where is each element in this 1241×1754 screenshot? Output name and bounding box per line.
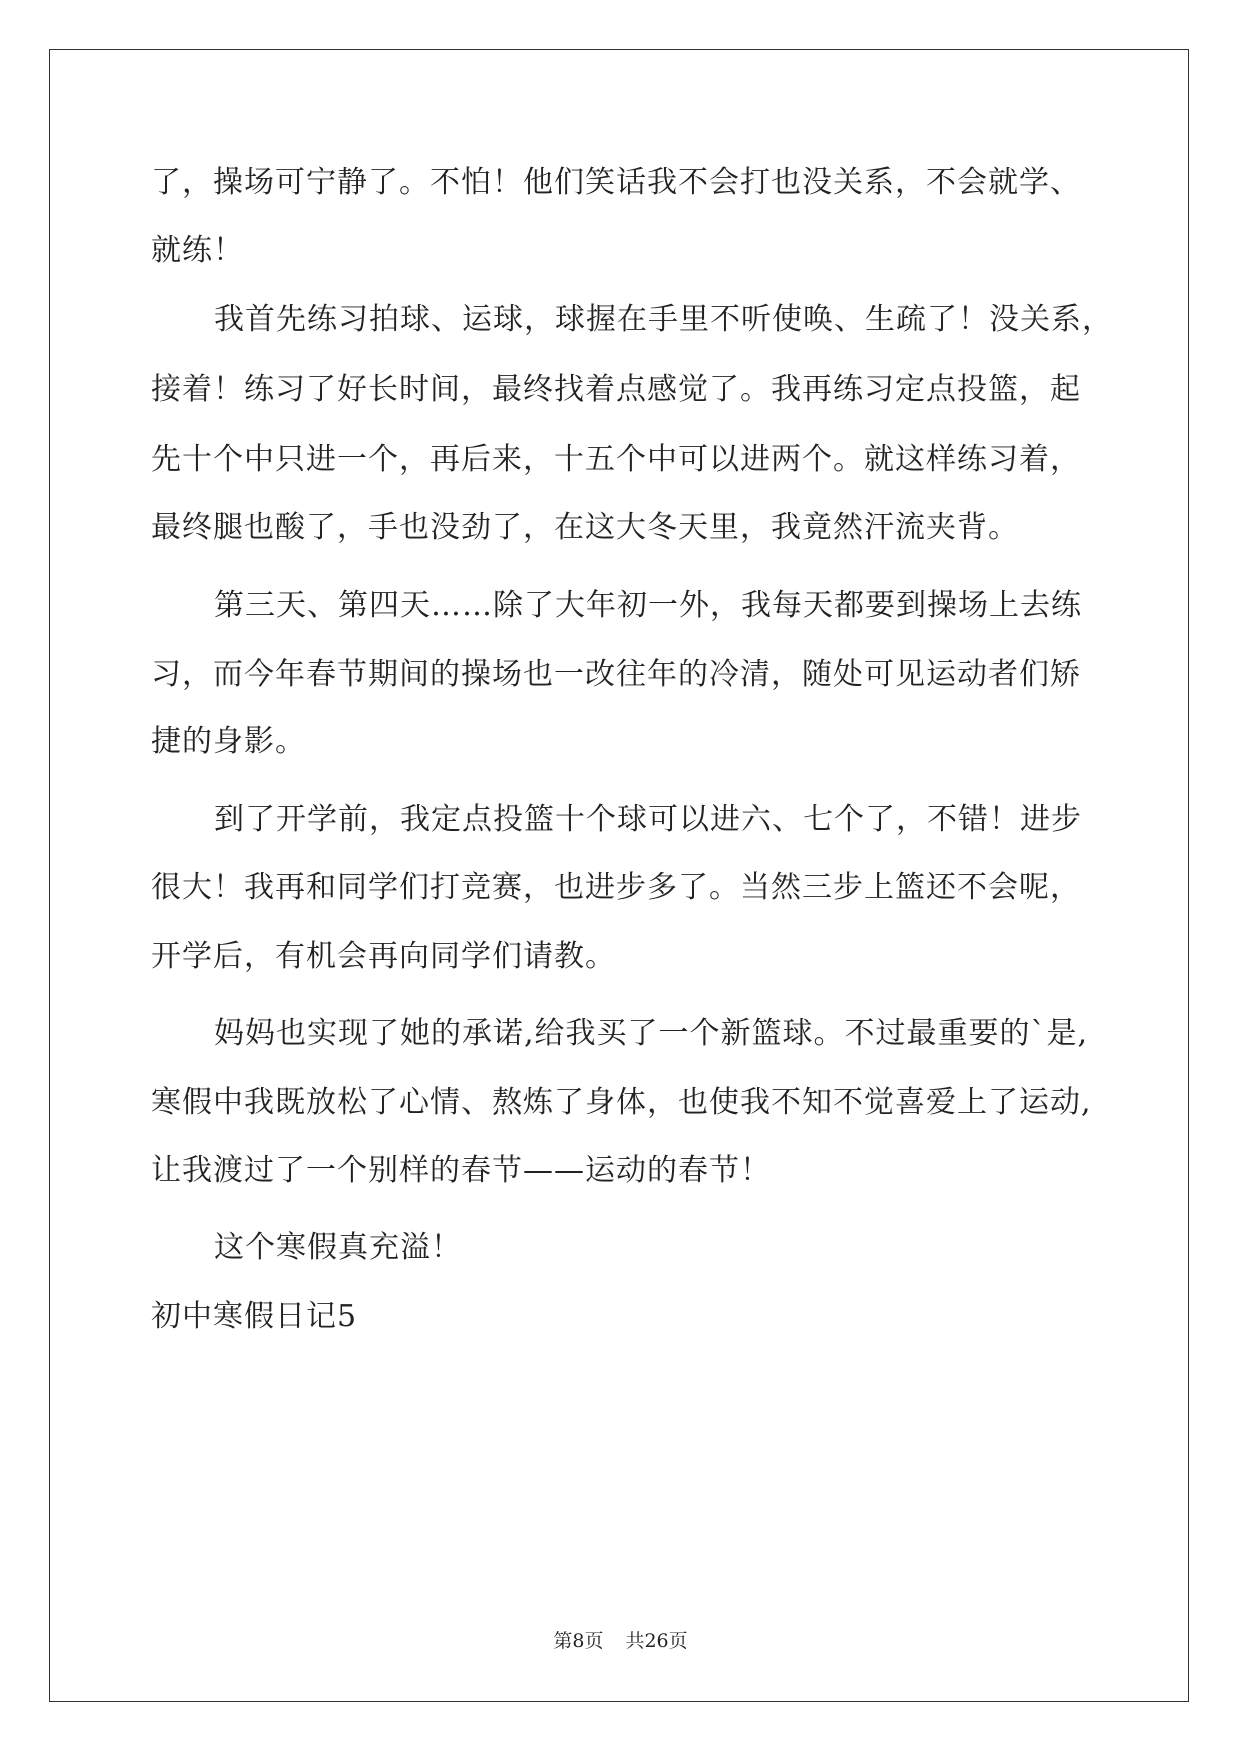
page-number: 第8页	[553, 1630, 604, 1652]
text-line: 妈妈也实现了她的承诺,给我买了一个新篮球。不过最重要的`是,	[214, 1016, 1089, 1051]
text-line: 寒假中我既放松了心情、熬炼了身体，也使我不知不觉喜爱上了运动,	[151, 1085, 1092, 1120]
text-line: 先十个中只进一个，再后来，十五个中可以进两个。就这样练习着，	[151, 442, 1081, 477]
text-line: 了，操场可宁静了。不怕！他们笑话我不会打也没关系，不会就学、	[151, 165, 1081, 200]
text-line: 接着！练习了好长时间，最终找着点感觉了。我再练习定点投篮，起	[151, 372, 1081, 407]
text-line: 很大！我再和同学们打竞赛，也进步多了。当然三步上篮还不会呢，	[151, 870, 1081, 905]
text-line: 这个寒假真充溢！	[214, 1230, 462, 1265]
text-line: 就练！	[151, 233, 244, 268]
text-line: 开学后，有机会再向同学们请教。	[151, 939, 616, 974]
text-line: 最终腿也酸了，手也没劲了，在这大冬天里，我竟然汗流夹背。	[151, 510, 1019, 545]
page-total: 共26页	[625, 1630, 688, 1652]
text-line: 捷的身影。	[151, 724, 306, 759]
section-heading: 初中寒假日记5	[151, 1299, 358, 1334]
text-line: 我首先练习拍球、运球，球握在手里不听使唤、生疏了！没关系，	[214, 302, 1113, 337]
text-line: 到了开学前，我定点投篮十个球可以进六、七个了，不错！进步	[214, 802, 1082, 837]
text-line: 第三天、第四天……除了大年初一外，我每天都要到操场上去练	[214, 588, 1082, 623]
text-line: 习，而今年春节期间的操场也一改往年的冷清，随处可见运动者们矫	[151, 657, 1081, 692]
text-line: 让我渡过了一个别样的春节——运动的春节！	[151, 1153, 771, 1188]
page-footer	[0, 1626, 1241, 1653]
